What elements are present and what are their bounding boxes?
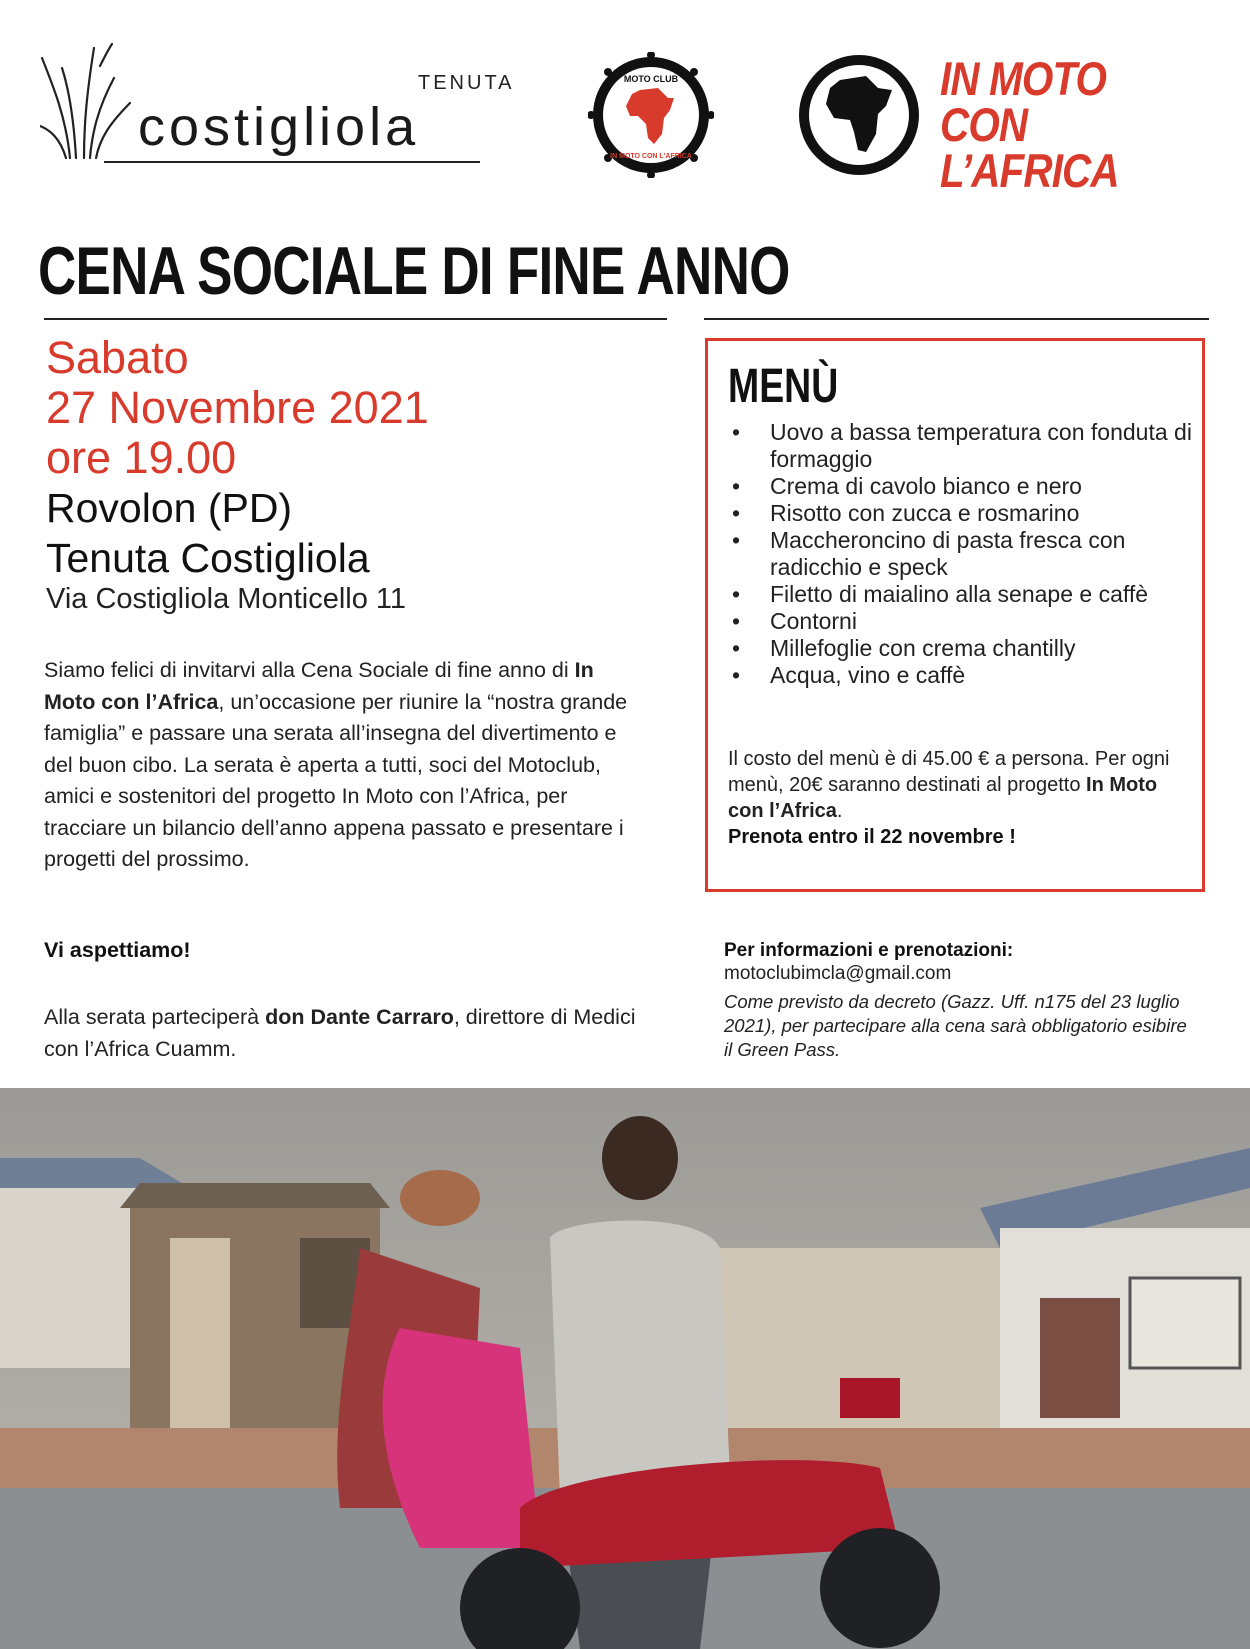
menu-item: • Uovo a bassa temperatura con fonduta di formaggio (730, 419, 1200, 473)
menu-item: • Millefoglie con crema chantilly (730, 635, 1200, 662)
event-time: ore 19.00 (46, 432, 237, 483)
guest-paragraph (44, 1002, 644, 1065)
badge-bottom-text: IN MOTO CON L'AFRICA (610, 153, 692, 160)
menu-title: MENÙ (728, 360, 839, 413)
event-date: 27 Novembre 2021 (46, 382, 429, 433)
tenuta-name: costigliola (138, 97, 420, 157)
grass-icon (40, 38, 140, 163)
menu-item: • Maccheroncino di pasta fresca con radicchio e speck (730, 527, 1200, 581)
menu-cost-text: Il costo del menù è di 45.00 € a persona. Per ogni menù, 20€ saranno destinati al progetto (728, 748, 1170, 796)
event-day: Sabato (46, 332, 189, 383)
guest-text-start: Alla serata parteciperà (44, 1005, 266, 1029)
contact-heading: Per informazioni e prenotazioni: (724, 940, 1014, 961)
event-details (46, 333, 429, 583)
logo-underline (104, 161, 480, 163)
menu-cost-project: In Moto con l’Africa (728, 774, 1158, 822)
badge-top-text: MOTO CLUB (623, 74, 679, 84)
divider-left (44, 318, 667, 320)
menu-item: • Acqua, vino e caffè (730, 662, 1200, 689)
intro-text-end: , un’occasione per riunire la “nostra grande famiglia” e passare una serata all’insegna del divertimento e del buon cibo. La serata è aperta a tutti, soci del Motoclub, amici e sostenitori del progetto In Moto con l’Africa, per tracciare un bilancio dell’anno appena passato e presentare i progetti del prossimo. (44, 689, 628, 871)
intro-text-start: Siamo felici di invitarvi alla Cena Sociale di fine anno di (44, 658, 575, 682)
tenuta-costigliola-logo (40, 38, 515, 163)
tenuta-small-label: TENUTA (418, 72, 515, 94)
divider-right (704, 318, 1209, 320)
menu-item: • Risotto con zucca e rosmarino (730, 500, 1200, 527)
call-to-action: Vi aspettiamo! (44, 938, 191, 962)
green-pass-note: Come previsto da decreto (Gazz. Uff. n175 del 23 luglio 2021), per partecipare alla cena sarà obbligatorio esibire il Green Pass. (724, 991, 1187, 1060)
guest-text-end: , direttore di Medici con l’Africa Cuamm. (44, 1005, 636, 1061)
africa-badge (796, 52, 922, 178)
event-venue: Tenuta Costigliola (46, 535, 370, 581)
menu-cost (728, 746, 1198, 824)
menu-item: • Crema di cavolo bianco e nero (730, 473, 1200, 500)
moto-club-badge (588, 52, 714, 178)
event-place: Rovolon (PD) (46, 485, 293, 531)
brand-title (940, 52, 1207, 197)
menu-box (705, 338, 1205, 892)
booking-deadline: Prenota entro il 22 novembre ! (728, 826, 1016, 848)
menu-item: • Filetto di maialino alla senape e caffè (730, 581, 1200, 608)
motorcycle-photo (0, 1088, 1250, 1649)
page-title: CENA SOCIALE DI FINE ANNO (38, 233, 790, 309)
guest-name: don Dante Carraro (265, 1005, 454, 1029)
menu-list (730, 419, 1200, 689)
brand-line-2: CON L’AFRICA (940, 98, 1119, 197)
intro-text-bold: In Moto con l’Africa (44, 658, 594, 714)
brand-line-1: IN MOTO (940, 52, 1107, 105)
menu-cost-end: . (836, 800, 843, 822)
intro-paragraph (44, 655, 644, 876)
contact-email[interactable]: motoclubimcla@gmail.com (724, 963, 952, 984)
menu-item: • Contorni (730, 608, 1200, 635)
event-address: Via Costigliola Monticello 11 (46, 583, 407, 615)
